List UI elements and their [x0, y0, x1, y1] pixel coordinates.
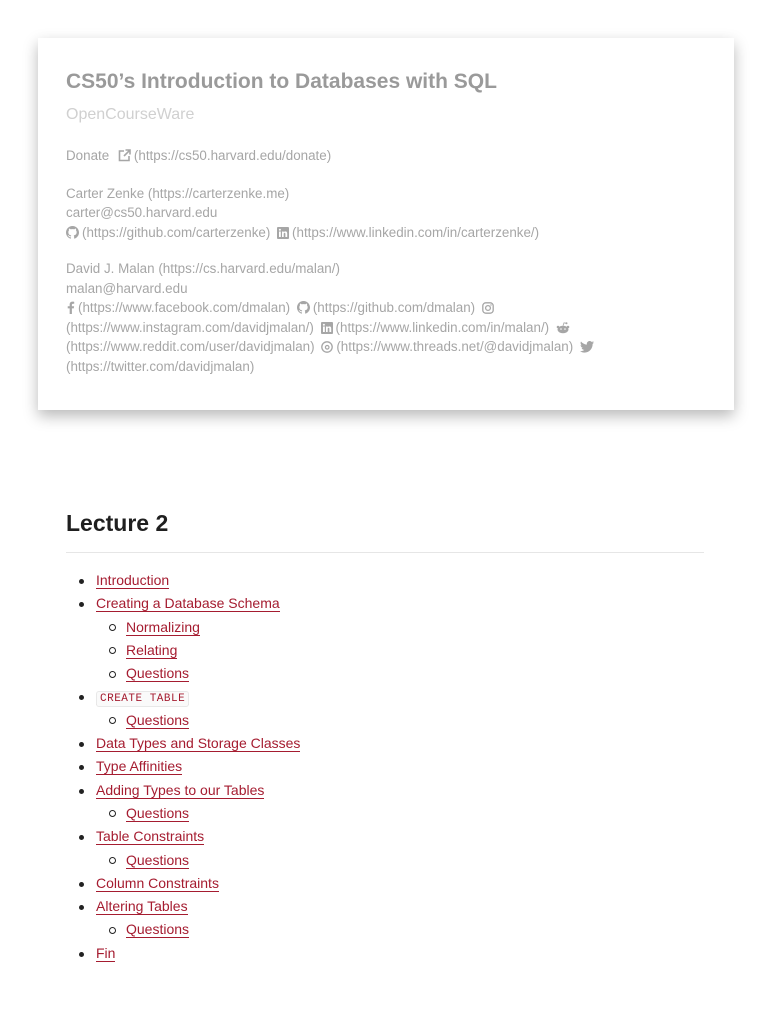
person-carter	[66, 184, 716, 243]
toc-link[interactable]: Table Constraints	[96, 828, 205, 845]
toc-link[interactable]: Questions	[126, 921, 190, 938]
toc-item	[66, 685, 704, 708]
facebook-url[interactable]: (https://www.facebook.com/dmalan)	[78, 300, 291, 315]
toc-item	[66, 616, 704, 639]
toc-item	[66, 895, 704, 918]
course-title: CS50’s Introduction to Databases with SQL	[66, 70, 497, 93]
toc-link[interactable]: Questions	[126, 665, 190, 682]
toc-item	[66, 802, 704, 825]
toc-item	[66, 779, 704, 802]
person-social-line-3	[66, 337, 716, 357]
toc-link[interactable]: Questions	[126, 804, 190, 821]
toc-item	[66, 709, 704, 732]
toc-item	[66, 872, 704, 895]
github-url[interactable]: (https://github.com/dmalan)	[312, 300, 476, 315]
lecture-content	[66, 508, 704, 965]
instagram-icon[interactable]	[482, 302, 494, 314]
table-of-contents	[66, 569, 704, 965]
external-link-icon[interactable]	[118, 149, 131, 162]
toc-item	[66, 825, 704, 848]
toc-link[interactable]: Questions	[126, 711, 190, 728]
toc-link[interactable]: Questions	[126, 851, 190, 868]
course-header	[66, 68, 716, 376]
github-icon[interactable]	[66, 226, 79, 239]
person-social-line-1	[66, 298, 716, 318]
course-header-card	[38, 38, 734, 410]
toc-item	[66, 732, 704, 755]
heading-divider	[66, 552, 704, 553]
github-icon[interactable]	[297, 301, 310, 314]
person-email[interactable]: carter@cs50.harvard.edu	[66, 205, 218, 220]
reddit-url[interactable]: (https://www.reddit.com/user/davidjmalan)	[66, 339, 315, 354]
linkedin-url[interactable]: (https://www.linkedin.com/in/carterzenke/)	[292, 224, 540, 240]
reddit-icon[interactable]	[556, 322, 570, 334]
twitter-url[interactable]: (https://twitter.com/davidjmalan)	[66, 358, 255, 374]
toc-item	[66, 849, 704, 872]
toc-item	[66, 662, 704, 685]
toc-link[interactable]	[96, 688, 189, 705]
donate-line	[66, 146, 716, 166]
course-subtitle: OpenCourseWare	[66, 106, 195, 123]
toc-item	[66, 569, 704, 592]
person-social-line-2	[66, 318, 716, 338]
linkedin-url[interactable]: (https://www.linkedin.com/in/malan/)	[335, 319, 550, 335]
person-david	[66, 259, 716, 376]
toc-link[interactable]: Column Constraints	[96, 874, 219, 891]
person-email[interactable]: malan@harvard.edu	[66, 280, 188, 296]
linkedin-icon[interactable]	[321, 322, 333, 334]
facebook-icon[interactable]	[66, 301, 75, 314]
toc-link[interactable]: Type Affinities	[96, 758, 183, 775]
threads-icon[interactable]	[321, 341, 333, 353]
toc-link[interactable]: Normalizing	[126, 618, 200, 635]
donate-url[interactable]: (https://cs50.harvard.edu/donate)	[133, 148, 332, 163]
toc-item	[66, 918, 704, 941]
person-name[interactable]: Carter Zenke	[66, 185, 145, 201]
person-name-line	[66, 184, 716, 204]
person-url[interactable]: (https://cs.harvard.edu/malan/)	[158, 261, 340, 276]
instagram-url[interactable]: (https://www.instagram.com/davidjmalan/)	[66, 319, 314, 335]
toc-link[interactable]: Adding Types to our Tables	[96, 781, 265, 798]
lecture-heading: Lecture 2	[66, 510, 169, 536]
person-url[interactable]: (https://carterzenke.me)	[147, 185, 290, 201]
toc-link[interactable]: Relating	[126, 641, 178, 658]
toc-link[interactable]: Introduction	[96, 572, 170, 588]
toc-item	[66, 942, 704, 965]
person-name[interactable]: David J. Malan	[66, 261, 155, 276]
person-name-line	[66, 259, 716, 279]
github-url[interactable]: (https://github.com/carterzenke)	[82, 224, 271, 240]
person-social-line-4	[66, 357, 716, 377]
linkedin-icon[interactable]	[277, 227, 289, 239]
twitter-icon[interactable]	[580, 341, 594, 353]
toc-link[interactable]: Fin	[96, 944, 116, 961]
toc-item	[66, 755, 704, 778]
person-social-line	[66, 223, 716, 243]
toc-link[interactable]: Altering Tables	[96, 898, 188, 915]
toc-link[interactable]: Creating a Database Schema	[96, 595, 280, 612]
toc-item	[66, 639, 704, 662]
toc-item	[66, 592, 704, 615]
donate-link[interactable]: Donate	[66, 148, 110, 163]
toc-link-code: CREATE TABLE	[96, 691, 189, 707]
toc-link[interactable]: Data Types and Storage Classes	[96, 735, 301, 752]
threads-url[interactable]: (https://www.threads.net/@davidjmalan)	[336, 339, 574, 354]
